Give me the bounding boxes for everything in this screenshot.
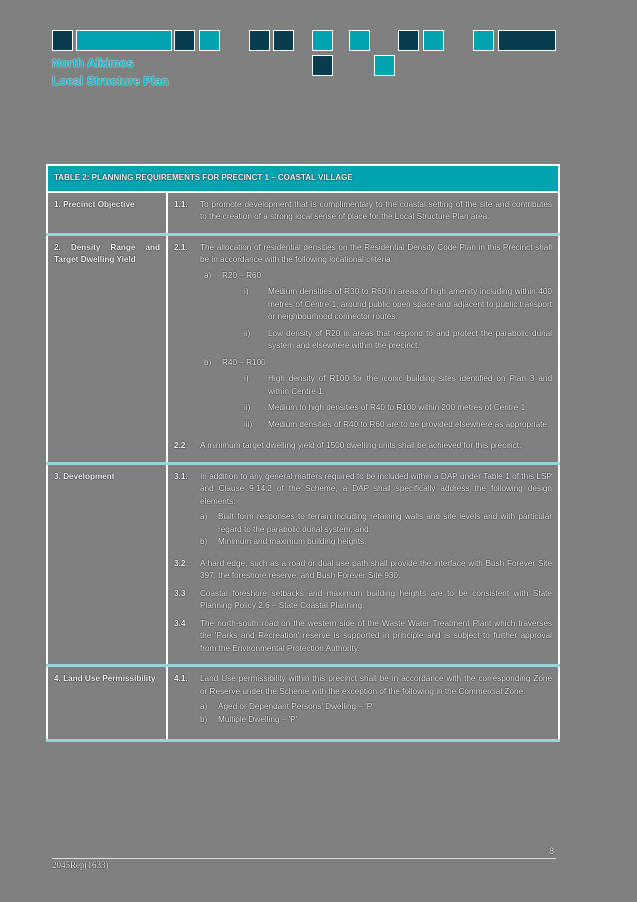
sub-item-number: ii) bbox=[244, 403, 251, 412]
decorative-tile bbox=[374, 55, 395, 76]
brand-subtitle: Local Structure Plan bbox=[52, 74, 169, 88]
clause-number: 3.4 bbox=[174, 618, 186, 628]
sub-item-number: ii) bbox=[244, 328, 251, 338]
row-content bbox=[167, 666, 559, 741]
sub-clause-text: Aged or Dependant Persons' Dwelling – 'P' bbox=[218, 702, 374, 711]
sub-clause bbox=[200, 536, 552, 549]
sub-item-text: Medium to high densities of R40 to R100 within 200 metres of Centre 1. bbox=[268, 403, 528, 412]
clause bbox=[174, 618, 552, 656]
clause-text: A minimum target dwelling yield of 1500 dwelling units shall be achieved for this precinct. bbox=[200, 441, 522, 450]
sub-clause-text: Multiple Dwelling – 'P' bbox=[218, 714, 298, 724]
decorative-tile bbox=[498, 30, 556, 51]
sub-item bbox=[244, 419, 552, 432]
sub-item-text: Medium densities of R30 to R60 in areas of high amenity including within 400 metres of Centre 1, around public open space and adjacent to public transport or neighbourhood connector routes. bbox=[268, 287, 552, 321]
sub-item-text: Medium densities of R40 to R60 are to be provided elsewhere as appropriate. bbox=[268, 419, 550, 429]
clause bbox=[174, 440, 552, 453]
sub-clause bbox=[200, 701, 552, 714]
row-label: 3. Development bbox=[47, 463, 167, 666]
row-label: 2. Density Range and Target Dwelling Yield bbox=[47, 234, 167, 463]
sub-item bbox=[244, 328, 552, 353]
clause-text: A hard edge, such as a road or dual use path shall provide the interface with Bush Forever Site 397, the foreshore reserve, and Bush Forever Site 930. bbox=[200, 558, 552, 580]
document-reference: 2045Rep(1633) bbox=[52, 860, 109, 870]
decorative-tile bbox=[76, 30, 172, 51]
sub-item bbox=[244, 373, 552, 398]
clause-number: 3.3 bbox=[174, 588, 186, 598]
clause-text: The allocation of residential densities on the Residential Density Code Plan in this Precinct shall be in accordance with the following locational criteria: bbox=[200, 242, 552, 264]
page-number: 8 bbox=[548, 846, 554, 856]
decorative-tile bbox=[199, 30, 220, 51]
clause-number: 3.2. bbox=[174, 558, 188, 568]
clause-text: In addition to any general matters required to be included within a DAP under Table 1 of this LSP and Clause 9.14.2 of the Scheme, a DAP shall specifically address the following design elements: bbox=[200, 471, 552, 506]
decorative-tile bbox=[249, 30, 270, 51]
clause-number: 4.1. bbox=[174, 674, 188, 683]
table-header-row bbox=[47, 165, 559, 192]
sub-item-number: i) bbox=[244, 374, 249, 383]
sub-clause-number: b) bbox=[200, 714, 208, 724]
sub-clause-text: Built form responses to terrain including retaining walls and site levels and with particular regard to the parabolic dunal system; and. bbox=[218, 512, 552, 534]
decorative-tile bbox=[52, 30, 73, 51]
clause-number: 2.1. bbox=[174, 242, 188, 252]
row-content bbox=[167, 234, 559, 463]
sub-item-text: High density of R100 for the iconic building sites identified on Plan 3 and within Centre 1. bbox=[268, 374, 552, 396]
sub-item-number: i) bbox=[244, 287, 249, 296]
table-row bbox=[47, 192, 559, 235]
sub-clause bbox=[204, 270, 552, 283]
decorative-tile bbox=[312, 55, 333, 76]
decorative-tile bbox=[423, 30, 444, 51]
clause-text: Land Use permissibility within this precinct shall be in accordance with the corresponding Zone or Reserve under the Scheme with the exception of the following in the Commercial Zone: bbox=[200, 674, 552, 696]
sub-clause-number: a) bbox=[200, 702, 208, 711]
clause bbox=[174, 199, 552, 224]
clause-text: Coastal foreshore setbacks and maximum building heights are to be consistent with State Planning Policy 2.6 – State Coastal Planning. bbox=[200, 588, 552, 610]
sub-clause-number: a) bbox=[200, 512, 208, 521]
clause bbox=[174, 471, 552, 553]
sub-clause bbox=[200, 714, 552, 727]
table-row bbox=[47, 234, 559, 463]
sub-item-number: iii) bbox=[244, 419, 253, 429]
row-content bbox=[167, 192, 559, 235]
sub-clause-number: b) bbox=[200, 537, 208, 546]
planning-requirements-table bbox=[46, 164, 560, 742]
sub-clause-text: R40 – R100 bbox=[222, 357, 266, 367]
sub-clause bbox=[204, 357, 552, 370]
table-row bbox=[47, 463, 559, 666]
row-label: 1. Precinct Objective bbox=[47, 192, 167, 235]
clause-text: The north-south road on the western side of the Waste Water Treatment Plant which traverses the 'Parks and Recreation' reserve is supported in principle and is subject to further approval from the Environmental Protection Authority. bbox=[200, 618, 552, 653]
row-content bbox=[167, 463, 559, 666]
clause bbox=[174, 673, 552, 730]
table-title: TABLE 2: PLANNING REQUIREMENTS FOR PRECINCT 1 – COASTAL VILLAGE bbox=[47, 165, 559, 192]
table-row bbox=[47, 666, 559, 741]
sub-clause-number: a) bbox=[204, 270, 212, 280]
decorative-tile bbox=[174, 30, 195, 51]
sub-clause-text: Minimum and maximum building heights. bbox=[218, 537, 367, 546]
clause-number: 2.2 bbox=[174, 441, 186, 450]
decorative-tile bbox=[473, 30, 494, 51]
decorative-tile bbox=[398, 30, 419, 51]
sub-item-text: Low density of R20 in areas that respond to and protect the parabolic dunal system and elsewhere within the precinct. bbox=[268, 328, 552, 350]
clause bbox=[174, 588, 552, 613]
sub-clause-text: R20 – R60 bbox=[222, 270, 262, 280]
decorative-tile bbox=[349, 30, 370, 51]
clause-number: 1.1. bbox=[174, 199, 188, 209]
clause bbox=[174, 558, 552, 583]
clause-number: 3.1. bbox=[174, 471, 188, 481]
footer-divider bbox=[52, 858, 556, 859]
decorative-tile bbox=[312, 30, 333, 51]
sub-item bbox=[244, 402, 552, 415]
row-label: 4. Land Use Permissibility bbox=[47, 666, 167, 741]
decorative-tile bbox=[273, 30, 294, 51]
sub-clause bbox=[200, 511, 552, 536]
clause-text: To promote development that is complimentary to the coastal setting of the site and contributes to the creation of a strong local sense of place for the Local Structure Plan area. bbox=[200, 199, 552, 221]
sub-item bbox=[244, 286, 552, 324]
brand-title: North Alkimos bbox=[52, 56, 134, 70]
clause bbox=[174, 242, 552, 436]
sub-clause-number: b) bbox=[204, 357, 212, 367]
